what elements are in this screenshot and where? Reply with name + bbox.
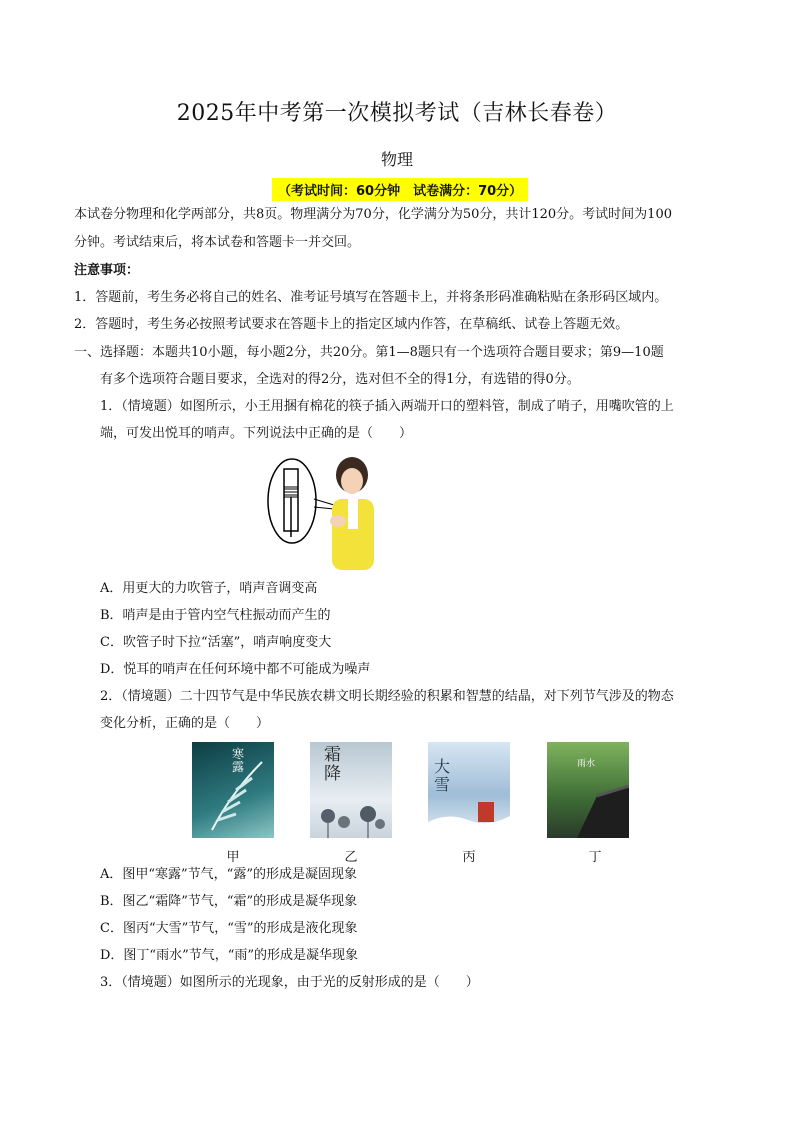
q1-stem-line-2: 端，可发出悦耳的哨声。下列说法中正确的是（ ）	[100, 426, 413, 441]
q2-image-ding-label: 雨水	[577, 759, 596, 769]
q1-option-d: D．悦耳的哨声在任何环境中都不可能成为噪声	[100, 662, 371, 677]
q2-option-c: C．图丙“大雪”节气，“雪”的形成是液化现象	[100, 921, 358, 936]
q2-caption-jia: 甲	[226, 850, 240, 865]
q2-image-jia	[192, 742, 274, 838]
q2-stem-line-2: 变化分析，正确的是（ ）	[100, 716, 270, 731]
q2-option-b: B．图乙“霜降”节气，“霜”的形成是凝华现象	[100, 894, 358, 909]
notes-item-1: 1．答题前，考生务必将自己的姓名、准考证号填写在答题卡上，并将条形码准确粘贴在条形码区域内。	[74, 290, 668, 305]
q1-option-b: B．哨声是由于管内空气柱振动而产生的	[100, 608, 331, 623]
q2-option-d: D．图丁“雨水”节气，“雨”的形成是凝华现象	[100, 948, 359, 963]
q2-option-a: A．图甲“寒露”节气，“露”的形成是凝固现象	[100, 867, 357, 882]
q1-figure	[264, 455, 394, 570]
section1-line-2: 有多个选项符合题目要求，全选对的得2分，选对但不全的得1分，有选错的得0分。	[100, 372, 580, 387]
q2-image-bing-label: 大雪	[434, 757, 451, 794]
q2-image-bing	[428, 742, 510, 838]
intro-line-1: 本试卷分物理和化学两部分，共8页。物理满分为70分，化学满分为50分，共计120分。考试时间为100	[74, 207, 672, 222]
q2-caption-ding: 丁	[588, 850, 602, 865]
notes-heading: 注意事项：	[74, 263, 140, 278]
q2-stem-line-1: 2．（情境题）二十四节气是中华民族农耕文明长期经验的积累和智慧的结晶，对下列节气涉及的物态	[100, 689, 674, 704]
section1-line-1: 一、选择题：本题共10小题，每小题2分，共20分。第1—8题只有一个选项符合题目要求；第9—10题	[74, 345, 664, 360]
q2-image-jia-label: 寒露	[232, 747, 245, 774]
q1-option-a: A．用更大的力吹管子，哨声音调变高	[100, 581, 318, 596]
q2-caption-yi: 乙	[344, 850, 358, 865]
q2-caption-bing: 丙	[462, 850, 476, 865]
intro-line-2: 分钟。考试结束后，将本试卷和答题卡一并交回。	[74, 235, 361, 250]
exam-title: 2025年中考第一次模拟考试（吉林长春卷）	[176, 101, 618, 126]
q1-option-c: C．吹管子时下拉“活塞”，哨声响度变大	[100, 635, 332, 650]
subject-heading: 物理	[380, 150, 413, 169]
q1-stem-line-1: 1．（情境题）如图所示，小王用捆有棉花的筷子插入两端开口的塑料管，制成了哨子，用嘴吹管的上	[100, 399, 674, 414]
q3-stem-line-1: 3．（情境题）如图所示的光现象，由于光的反射形成的是（ ）	[100, 975, 479, 990]
q2-image-yi	[310, 742, 392, 838]
notes-item-2: 2．答题时，考生务必按照考试要求在答题卡上的指定区域内作答，在草稿纸、试卷上答题无效。	[74, 317, 629, 332]
time-info-banner: （考试时间：60分钟 试卷满分：70分）	[272, 178, 528, 201]
q2-image-yi-label: 霜降	[324, 745, 341, 784]
q2-image-ding	[547, 742, 629, 838]
